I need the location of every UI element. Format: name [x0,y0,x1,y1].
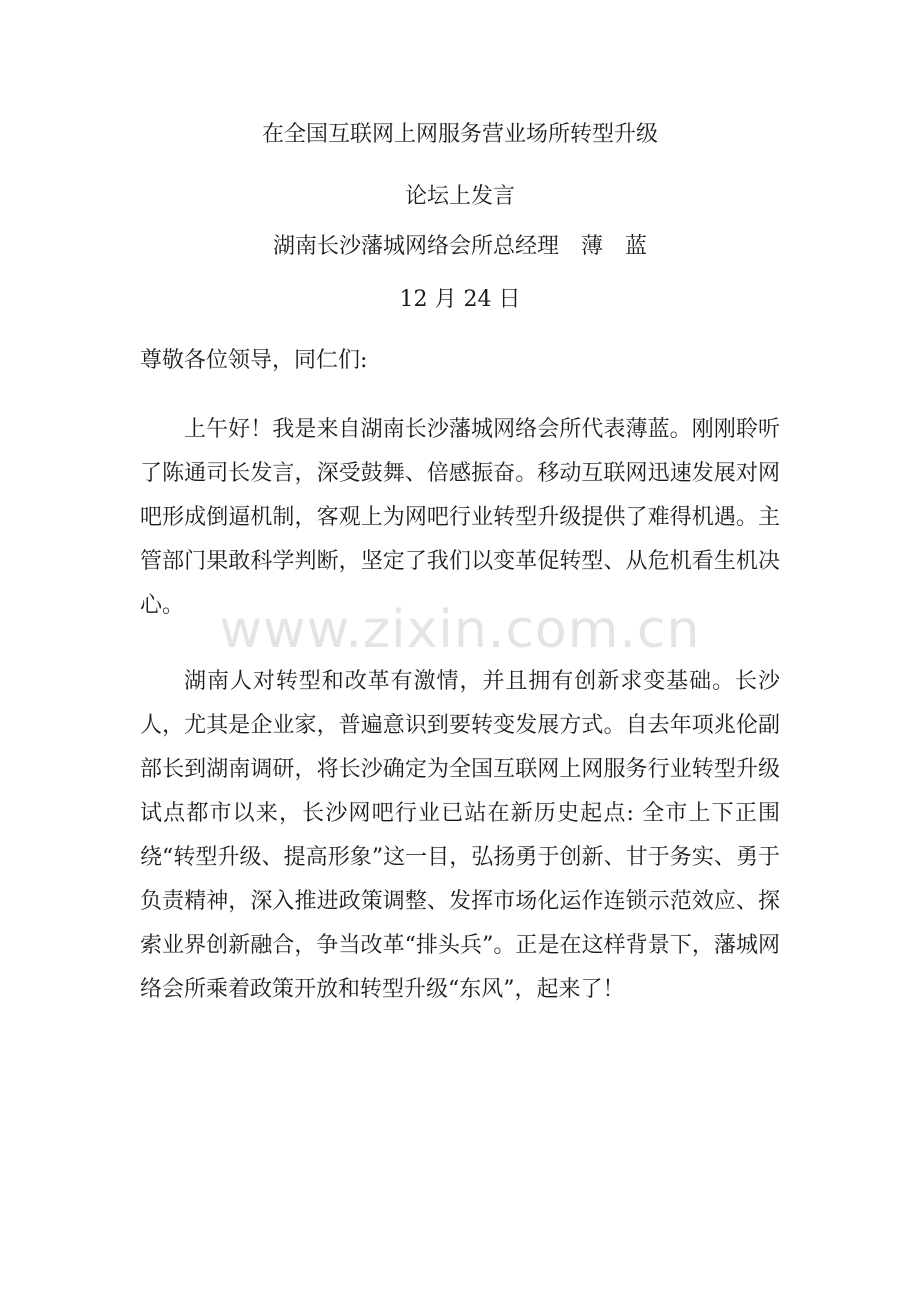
paragraph-1: 上午好！我是来自湖南长沙藩城网络会所代表薄蓝。刚刚聆听了陈通司长发言，深受鼓舞、倍感振奋。移动互联网迅速发展对网吧形成倒逼机制，客观上为网吧行业转型升级提供了难得机遇。主管部门果敢科学判断，坚定了我们以变革促转型、从危机看生机决心。 [140,417,780,618]
title-line-2: 论坛上发言 [404,184,515,209]
salutation: 尊敬各位领导，同仁们: [140,348,368,373]
watermark: www.zixin.com.cn [219,600,701,660]
date-line: 12 月 24 日 [399,287,521,312]
title-line-1: 在全国互联网上网服务营业场所转型升级 [261,122,658,147]
paragraph-2: 湖南人对转型和改革有激情，并且拥有创新求变基础。长沙人，尤其是企业家，普遍意识到要转变发展方式。自去年项兆伦副部长到湖南调研，将长沙确定为全国互联网上网服务行业转型升级试点都市以来，长沙网吧行业已站在新历史起点: 全市上下正围绕“转型升级、提高形象”这一目，弘扬勇于创新、甘于务实、勇于负责精神，深入推进政策调整、发挥市场化运作连锁示范效应、探索业界创新融合，争当改革“排头兵”。正是在这样背景下，藩城网络会所乘着政策开放和转型升级“东风”，起来了！ [140,669,780,1002]
author-line: 湖南长沙藩城网络会所总经理 薄 蓝 [272,234,647,259]
